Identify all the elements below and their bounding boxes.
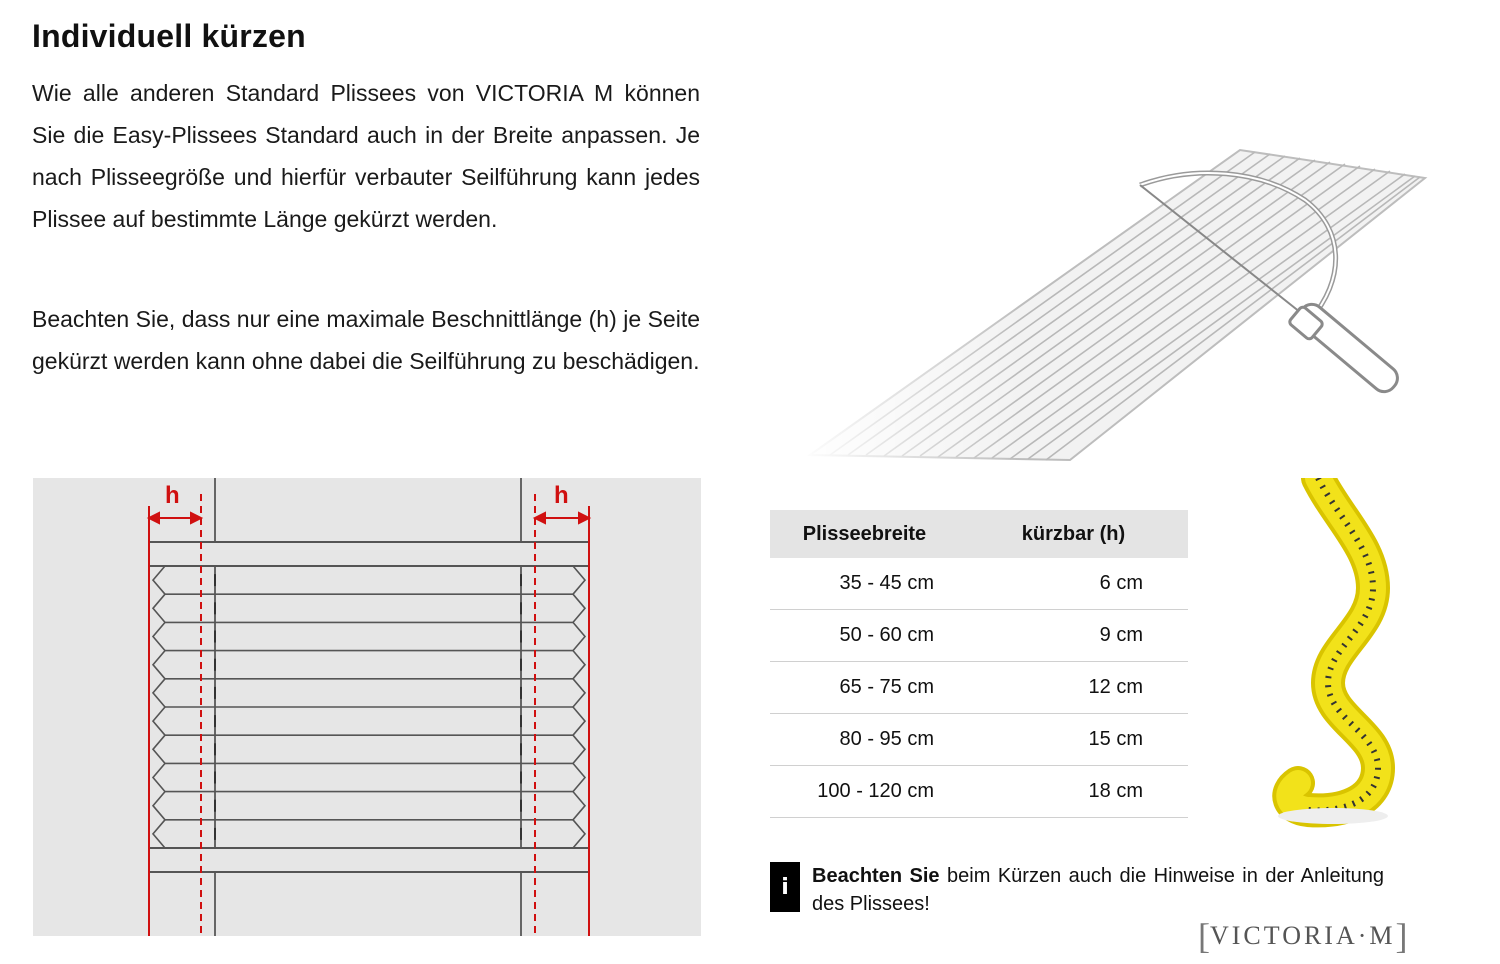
pleat-edge-left	[153, 622, 165, 650]
table-row	[770, 610, 1188, 662]
cell-cut: 9 cm	[1099, 624, 1143, 646]
pleat-edge-left	[153, 594, 165, 622]
column-header-cut: kürzbar (h)	[1021, 522, 1126, 545]
table-row	[770, 558, 1188, 610]
cut-length-table	[770, 510, 1188, 818]
pleat-edge-right	[573, 566, 585, 594]
pleat-edge-right	[573, 792, 585, 820]
info-icon: i	[770, 862, 800, 912]
table-row	[770, 766, 1188, 818]
cell-width: 50 - 60 cm	[839, 624, 934, 646]
pleat-edge-right	[573, 707, 585, 735]
pleat-edge-left	[153, 735, 165, 763]
logo-bracket-open: [	[1198, 916, 1210, 956]
pleat-edge-left	[153, 651, 165, 679]
logo-bracket-close: ]	[1395, 916, 1408, 956]
pleat-edge-left	[153, 566, 165, 594]
pleated-blind-diagram	[33, 478, 701, 936]
notice-text	[812, 862, 1384, 918]
pleat-edge-right	[573, 763, 585, 791]
pleat-edge-right	[573, 679, 585, 707]
intro-paragraph: Wie alle anderen Standard Plissees von VICTORIA M können Sie die Easy-Plissees Standard auch in der Breite anpassen. Je nach Plisseegröße und hierfür verbauter Seilführung kann jedes Plissee auf bestimmte Länge gekürzt werden.	[32, 80, 700, 232]
cell-cut: 6 cm	[1099, 572, 1143, 594]
cell-cut: 12 cm	[1088, 676, 1143, 698]
notice-body: beim Kürzen auch die Hinweise in der Anleitung des Plissees!	[812, 865, 1385, 915]
pleat-edge-right	[573, 820, 585, 848]
cell-width: 80 - 95 cm	[839, 728, 934, 750]
pleat-edge-left	[153, 763, 165, 791]
logo-text: VICTORIA·M	[1210, 921, 1396, 950]
measuring-tape-illustration	[1258, 478, 1408, 828]
saw-cutting-blind-illustration	[800, 130, 1440, 470]
column-header-width: Plisseebreite	[802, 522, 927, 545]
pleat-edge-right	[573, 735, 585, 763]
pleat-edge-left	[153, 707, 165, 735]
notice-bold: Beachten Sie	[812, 865, 940, 887]
victoria-m-logo	[1198, 918, 1408, 954]
pleat-edge-left	[153, 792, 165, 820]
cell-width: 65 - 75 cm	[839, 676, 934, 698]
pleat-edge-right	[573, 622, 585, 650]
table-row	[770, 662, 1188, 714]
pleat-edge-left	[153, 820, 165, 848]
table-row	[770, 714, 1188, 766]
h-label-right: h	[554, 482, 569, 509]
pleat-edge-right	[573, 651, 585, 679]
page-title: Individuell kürzen	[32, 18, 306, 54]
cell-width: 100 - 120 cm	[817, 780, 934, 802]
notice-box	[770, 862, 1384, 918]
pleat-edge-right	[573, 594, 585, 622]
h-label-left: h	[165, 482, 180, 509]
pleat-edge-left	[153, 679, 165, 707]
note-paragraph: Beachten Sie, dass nur eine maximale Beschnittlänge (h) je Seite gekürzt werden kann ohne dabei die Seilführung zu beschädigen.	[32, 306, 700, 374]
table-header	[770, 510, 1188, 558]
cut-diagram-panel	[33, 478, 701, 936]
cell-cut: 15 cm	[1088, 728, 1143, 750]
cell-cut: 18 cm	[1088, 780, 1143, 802]
cell-width: 35 - 45 cm	[839, 572, 934, 594]
